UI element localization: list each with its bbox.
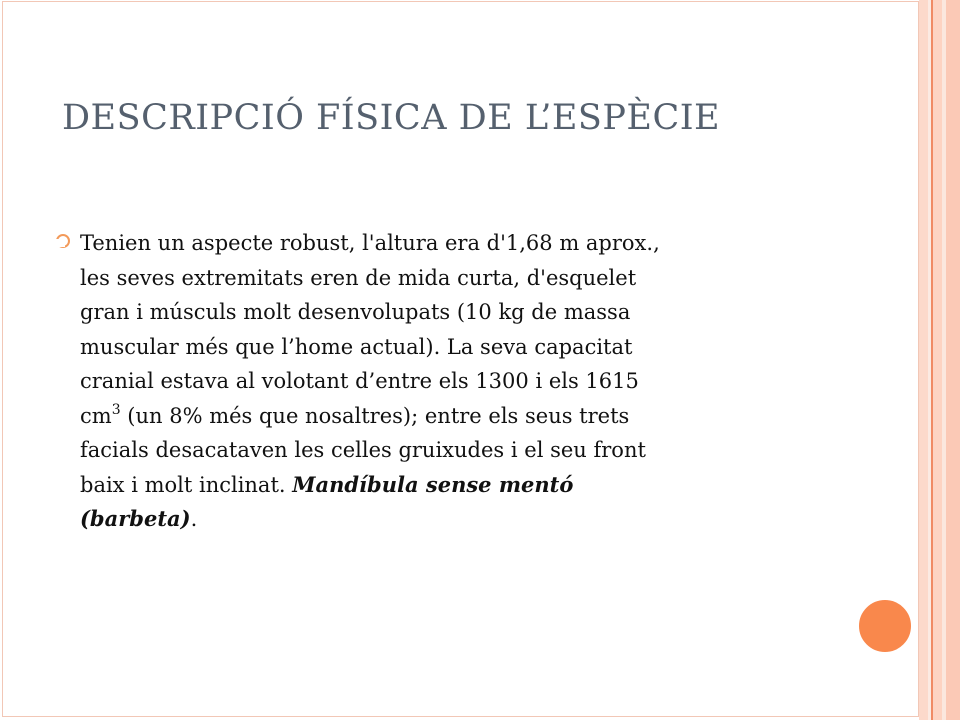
decorative-stripe xyxy=(919,0,928,720)
body-line: cranial estava al volotant d’entre els 1300 i els 1615 xyxy=(80,369,639,393)
body-line: gran i músculs molt desenvolupats (10 kg de massa xyxy=(80,300,631,324)
bullet-icon xyxy=(56,234,70,248)
decorative-circle xyxy=(856,597,914,655)
decorative-stripe xyxy=(946,0,960,720)
body-line: facials desacataven les celles gruixudes i el seu front xyxy=(80,438,646,462)
body-line: Tenien un aspecte robust, l'altura era d'1,68 m aprox., xyxy=(80,231,660,255)
body-line: muscular més que l’home actual). La seva capacitat xyxy=(80,334,633,359)
superscript: 3 xyxy=(111,401,121,418)
unit-text: cm xyxy=(80,403,112,428)
slide-body xyxy=(56,226,836,537)
body-text: baix i molt inclinat. xyxy=(80,472,293,497)
body-line xyxy=(80,468,836,503)
body-line: les seves extremitats eren de mida curta, d'esquelet xyxy=(80,265,637,290)
emphasis-text: (barbeta) xyxy=(80,506,191,531)
body-line xyxy=(80,502,836,537)
body-text: . xyxy=(190,507,198,531)
bullet-item xyxy=(56,226,836,537)
body-line xyxy=(80,399,836,434)
emphasis-text: Mandíbula sense mentó xyxy=(292,471,574,497)
slide-title: DESCRIPCIÓ FÍSICA DE L’ESPÈCIE xyxy=(62,98,721,138)
body-text: (un 8% més que nosaltres); entre els seus trets xyxy=(120,403,630,428)
decorative-stripe xyxy=(933,0,942,720)
